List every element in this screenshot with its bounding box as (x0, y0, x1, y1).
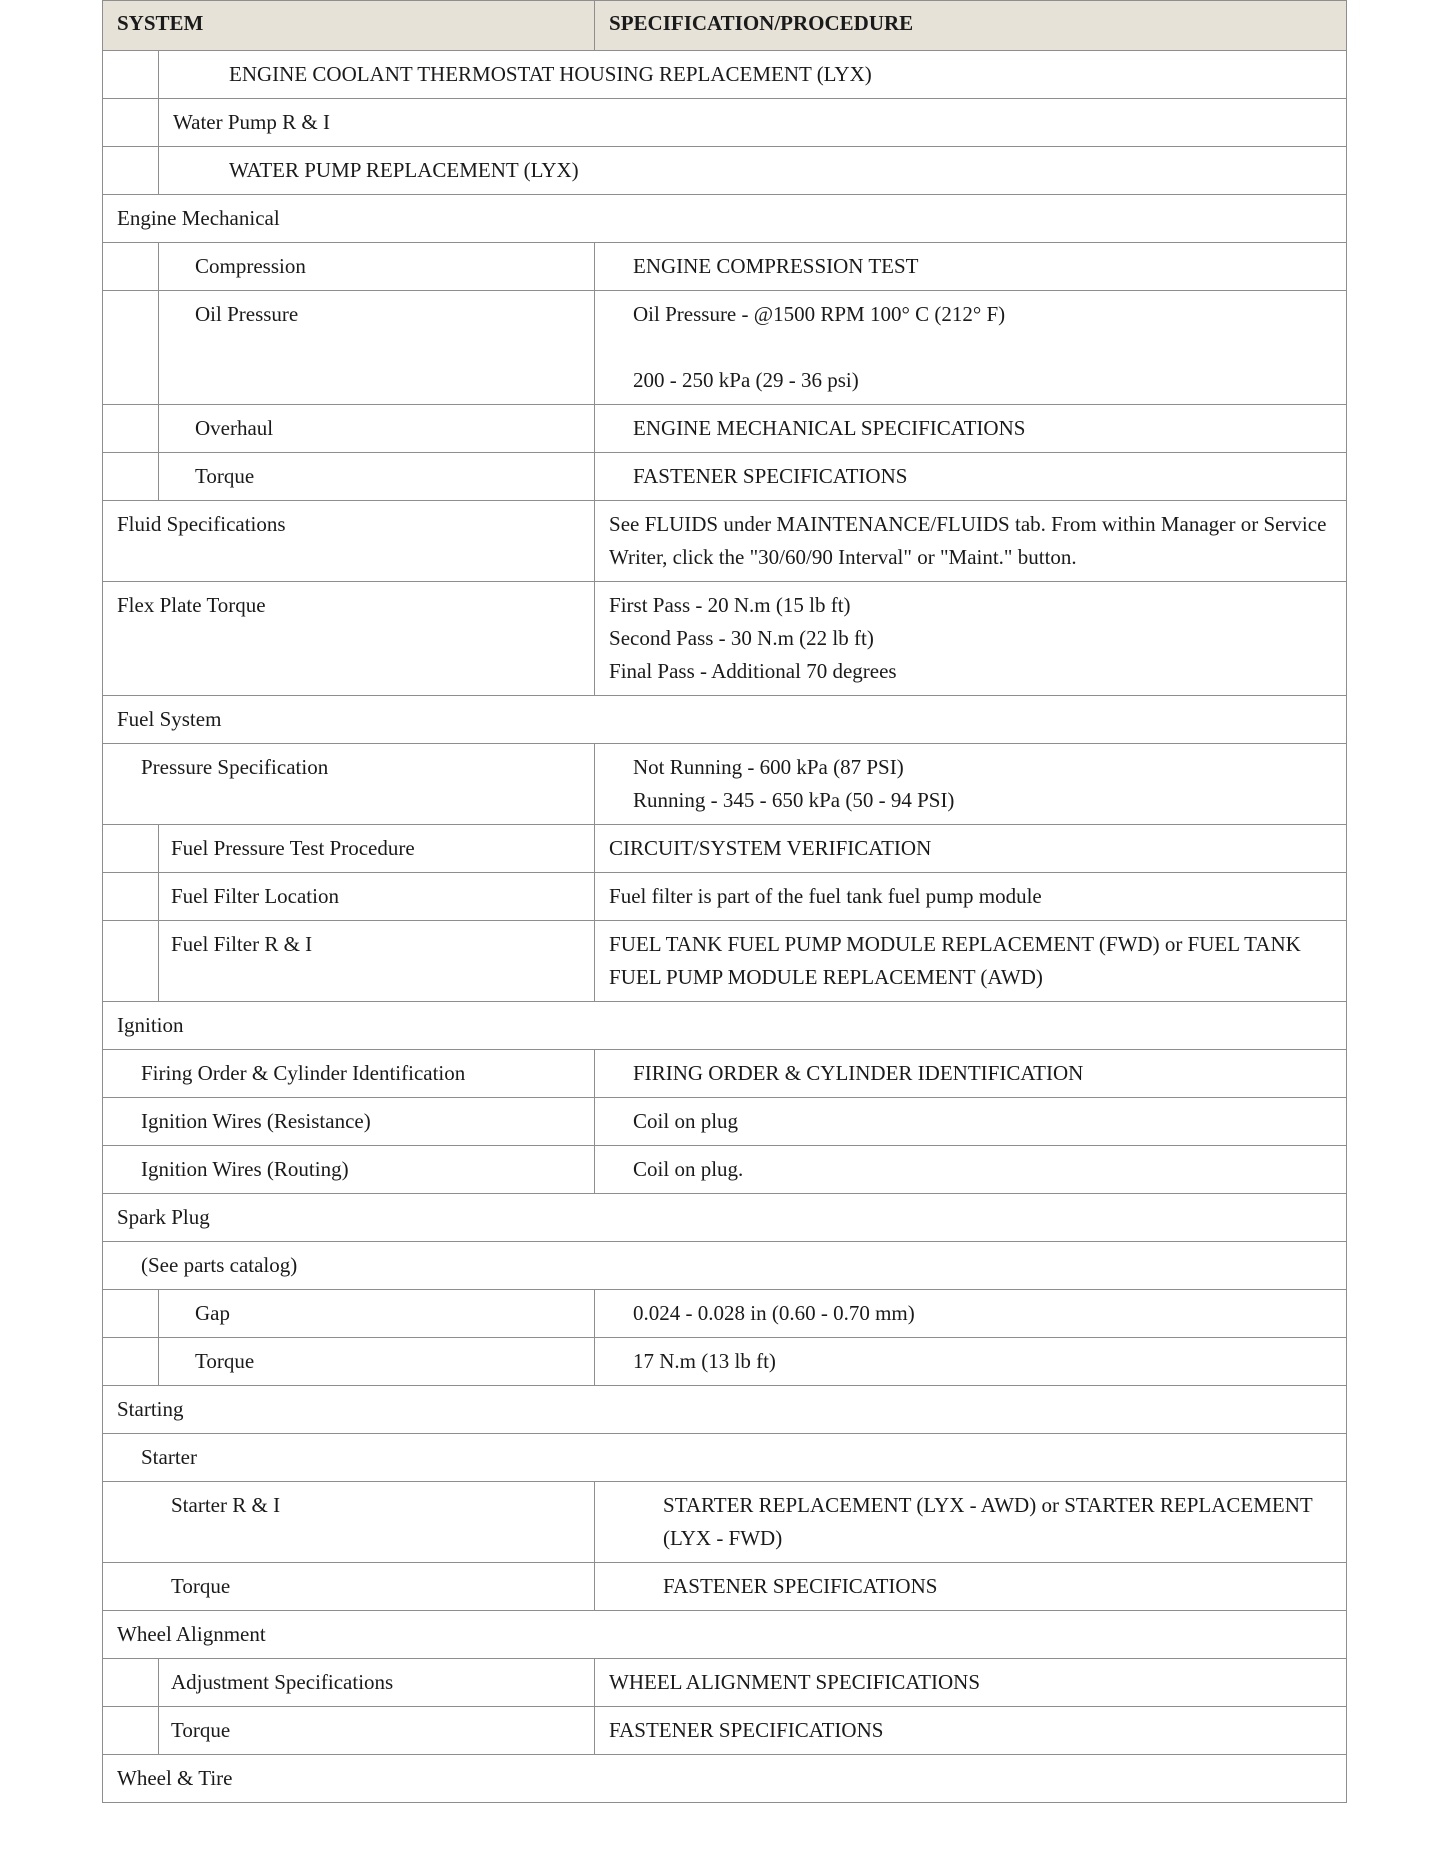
indent-cell (103, 1338, 159, 1386)
header-spec: SPECIFICATION/PROCEDURE (595, 1, 1347, 51)
spec-cell (595, 1290, 1347, 1338)
section-label: (See parts catalog) (103, 1242, 1347, 1290)
spec-cell (595, 1563, 1347, 1611)
spacer-line (633, 331, 1332, 364)
spec-line: 17 N.m (13 lb ft) (633, 1349, 776, 1373)
spec-line: 200 - 250 kPa (29 - 36 psi) (633, 368, 859, 392)
spec-row (103, 921, 1347, 1002)
spec-cell (595, 921, 1347, 1002)
section-label: Engine Mechanical (103, 195, 1347, 243)
spec-line: FIRING ORDER & CYLINDER IDENTIFICATION (633, 1061, 1084, 1085)
spec-row (103, 1707, 1347, 1755)
spec-row (103, 405, 1347, 453)
spec-line: FASTENER SPECIFICATIONS (663, 1574, 938, 1598)
indent-cell (103, 1707, 159, 1755)
indent-cell (103, 243, 159, 291)
spec-line: See FLUIDS under MAINTENANCE/FLUIDS tab. From within Manager or Service Writer, click the "30/60/90 Interval" or "Maint." button. (609, 512, 1327, 569)
system-label: Ignition Wires (Resistance) (103, 1098, 595, 1146)
system-label: Ignition Wires (Routing) (103, 1146, 595, 1194)
procedure-label: WATER PUMP REPLACEMENT (LYX) (229, 158, 579, 182)
system-label: Torque (159, 1338, 595, 1386)
indent-cell (103, 825, 159, 873)
indent-cell (103, 99, 159, 147)
spec-cell (595, 1098, 1347, 1146)
section-label: Spark Plug (103, 1194, 1347, 1242)
spec-cell (595, 453, 1347, 501)
indent-cell (103, 1290, 159, 1338)
section-label: Wheel Alignment (103, 1611, 1347, 1659)
spec-line: Coil on plug (633, 1109, 739, 1133)
spec-line: FUEL TANK FUEL PUMP MODULE REPLACEMENT (FWD) or FUEL TANK FUEL PUMP MODULE REPLACEMENT (AWD) (609, 932, 1301, 989)
section-label: Wheel & Tire (103, 1755, 1347, 1803)
spec-line: CIRCUIT/SYSTEM VERIFICATION (609, 836, 932, 860)
spec-row (103, 291, 1347, 405)
header-system: SYSTEM (103, 1, 595, 51)
section-row (103, 1002, 1347, 1050)
indent-cell (103, 1659, 159, 1707)
spec-table (102, 0, 1347, 1803)
spec-cell (595, 1659, 1347, 1707)
section-label: Starting (103, 1386, 1347, 1434)
spec-cell (595, 501, 1347, 582)
indent-cell (103, 873, 159, 921)
spec-row (103, 147, 1347, 195)
section-row (103, 1386, 1347, 1434)
system-label: Water Pump R & I (173, 110, 330, 134)
spec-row (103, 243, 1347, 291)
system-label: Fuel Filter Location (159, 873, 595, 921)
indent-cell (103, 921, 159, 1002)
spec-line: ENGINE COMPRESSION TEST (633, 254, 919, 278)
section-row (103, 1434, 1347, 1482)
spec-line: First Pass - 20 N.m (15 lb ft) (609, 593, 851, 617)
spec-row (103, 1290, 1347, 1338)
spec-cell (595, 405, 1347, 453)
indent-cell (103, 291, 159, 405)
spec-cell (595, 1338, 1347, 1386)
system-label: Overhaul (159, 405, 595, 453)
spec-row (103, 1338, 1347, 1386)
spec-line: Final Pass - Additional 70 degrees (609, 659, 897, 683)
system-label: Adjustment Specifications (159, 1659, 595, 1707)
system-label: Compression (159, 243, 595, 291)
spec-row (103, 825, 1347, 873)
system-label: Firing Order & Cylinder Identification (103, 1050, 595, 1098)
spec-line: Not Running - 600 kPa (87 PSI) (633, 755, 904, 779)
spec-cell (595, 291, 1347, 405)
section-row (103, 1755, 1347, 1803)
spec-row (103, 501, 1347, 582)
system-label: Torque (159, 1707, 595, 1755)
spec-cell (595, 744, 1347, 825)
section-label: Starter (103, 1434, 1347, 1482)
spec-line: Coil on plug. (633, 1157, 744, 1181)
indent-cell (103, 453, 159, 501)
section-label: Ignition (103, 1002, 1347, 1050)
system-label: Gap (159, 1290, 595, 1338)
spec-line: Fuel filter is part of the fuel tank fuel pump module (609, 884, 1042, 908)
spec-row (103, 873, 1347, 921)
spec-row (103, 99, 1347, 147)
spec-row (103, 51, 1347, 99)
system-label: Fuel Filter R & I (159, 921, 595, 1002)
section-row (103, 1242, 1347, 1290)
spec-cell (595, 243, 1347, 291)
span-cell (159, 51, 1347, 99)
spec-cell (595, 1482, 1347, 1563)
system-label: Flex Plate Torque (103, 582, 595, 696)
spec-row (103, 582, 1347, 696)
system-label: Torque (103, 1563, 595, 1611)
spec-cell (595, 1707, 1347, 1755)
span-cell (159, 147, 1347, 195)
system-label: Torque (159, 453, 595, 501)
spec-line: WHEEL ALIGNMENT SPECIFICATIONS (609, 1670, 981, 1694)
spec-row (103, 1146, 1347, 1194)
spec-row (103, 1482, 1347, 1563)
spec-line: STARTER REPLACEMENT (LYX - AWD) or STARTER REPLACEMENT (LYX - FWD) (663, 1493, 1313, 1550)
span-cell (159, 99, 1347, 147)
spec-line: FASTENER SPECIFICATIONS (633, 464, 908, 488)
spec-line: 0.024 - 0.028 in (0.60 - 0.70 mm) (633, 1301, 915, 1325)
section-label: Fuel System (103, 696, 1347, 744)
spec-line: Second Pass - 30 N.m (22 lb ft) (609, 626, 874, 650)
section-row (103, 195, 1347, 243)
spec-row (103, 453, 1347, 501)
spec-line: ENGINE MECHANICAL SPECIFICATIONS (633, 416, 1026, 440)
system-label: Oil Pressure (159, 291, 595, 405)
spec-table-body (103, 51, 1347, 1803)
spec-cell (595, 1050, 1347, 1098)
spec-row (103, 1563, 1347, 1611)
section-row (103, 1611, 1347, 1659)
system-label: Pressure Specification (103, 744, 595, 825)
spec-line: FASTENER SPECIFICATIONS (609, 1718, 884, 1742)
spec-row (103, 1098, 1347, 1146)
indent-cell (103, 51, 159, 99)
spec-row (103, 744, 1347, 825)
indent-cell (103, 405, 159, 453)
spec-line: Running - 345 - 650 kPa (50 - 94 PSI) (633, 788, 955, 812)
spec-cell (595, 1146, 1347, 1194)
section-row (103, 696, 1347, 744)
spec-cell (595, 582, 1347, 696)
spec-cell (595, 825, 1347, 873)
spec-line: Oil Pressure - @1500 RPM 100° C (212° F) (633, 302, 1006, 326)
section-row (103, 1194, 1347, 1242)
indent-cell (103, 147, 159, 195)
header-row (103, 1, 1347, 51)
spec-cell (595, 873, 1347, 921)
system-label: Fuel Pressure Test Procedure (159, 825, 595, 873)
procedure-label: ENGINE COOLANT THERMOSTAT HOUSING REPLACEMENT (LYX) (229, 62, 872, 86)
system-label: Fluid Specifications (103, 501, 595, 582)
spec-row (103, 1050, 1347, 1098)
system-label: Starter R & I (103, 1482, 595, 1563)
spec-row (103, 1659, 1347, 1707)
